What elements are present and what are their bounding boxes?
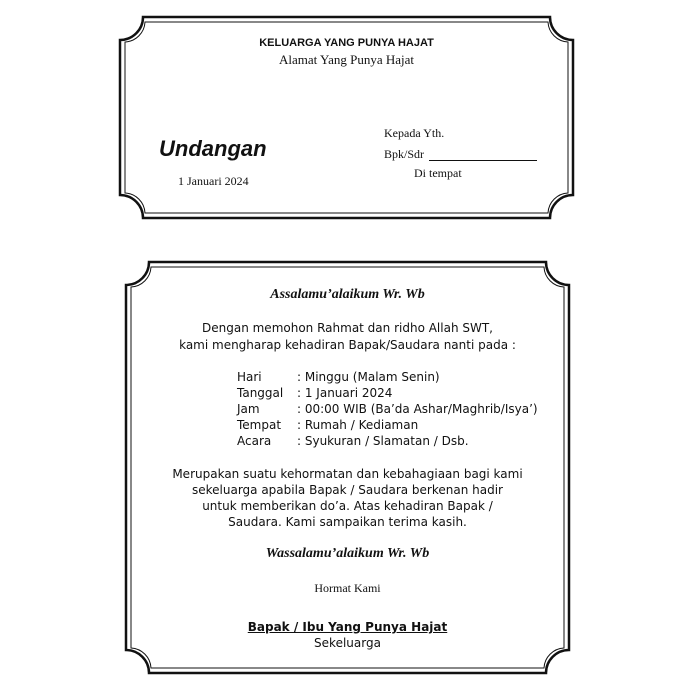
detail-value-time: : 00:00 WIB (Ba’da Ashar/Maghrib/Isya’): [297, 402, 538, 416]
detail-label-place: Tempat: [237, 418, 282, 432]
closing-line-4: Saudara. Kami sampaikan terima kasih.: [228, 515, 467, 529]
detail-label-day: Hari: [237, 370, 262, 384]
address-line: Alamat Yang Punya Hajat: [278, 52, 415, 67]
recipient-blank-line[interactable]: [429, 160, 537, 161]
to-label: Kepada Yth.: [384, 126, 445, 140]
detail-label-event: Acara: [237, 434, 272, 448]
signature-name: Bapak / Ibu Yang Punya Hajat: [247, 620, 448, 634]
closing-line-3: untuk memberikan do’a. Atas kehadiran Bapak /: [202, 499, 493, 513]
detail-value-day: : Minggu (Malam Senin): [297, 370, 440, 384]
detail-value-place: : Rumah / Kediaman: [297, 418, 419, 432]
signature-subtitle: Sekeluarga: [314, 636, 381, 650]
intro-line-2: kami mengharap kehadiran Bapak/Saudara nanti pada :: [179, 338, 516, 352]
family-title: KELUARGA YANG PUNYA HAJAT: [259, 37, 434, 49]
recipient-label: Bpk/Sdr: [384, 147, 425, 161]
detail-value-event: : Syukuran / Slamatan / Dsb.: [297, 434, 469, 448]
detail-label-date: Tanggal: [237, 386, 284, 400]
regards: Hormat Kami: [314, 581, 381, 595]
greeting: Assalamu’alaikum Wr. Wb: [270, 287, 425, 302]
envelope-date: 1 Januari 2024: [178, 174, 249, 188]
detail-value-date: : 1 Januari 2024: [297, 386, 393, 400]
closing-line-1: Merupakan suatu kehormatan dan kebahagiaan bagi kami: [172, 467, 523, 481]
farewell: Wassalamu’alaikum Wr. Wb: [265, 546, 430, 561]
detail-label-time: Jam: [237, 402, 260, 416]
intro-line-1: Dengan memohon Rahmat dan ridho Allah SWT,: [202, 321, 493, 335]
closing-line-2: sekeluarga apabila Bapak / Saudara berkenan hadir: [191, 483, 503, 497]
place-note: Di tempat: [414, 166, 462, 180]
invitation-heading: Undangan: [159, 136, 267, 161]
